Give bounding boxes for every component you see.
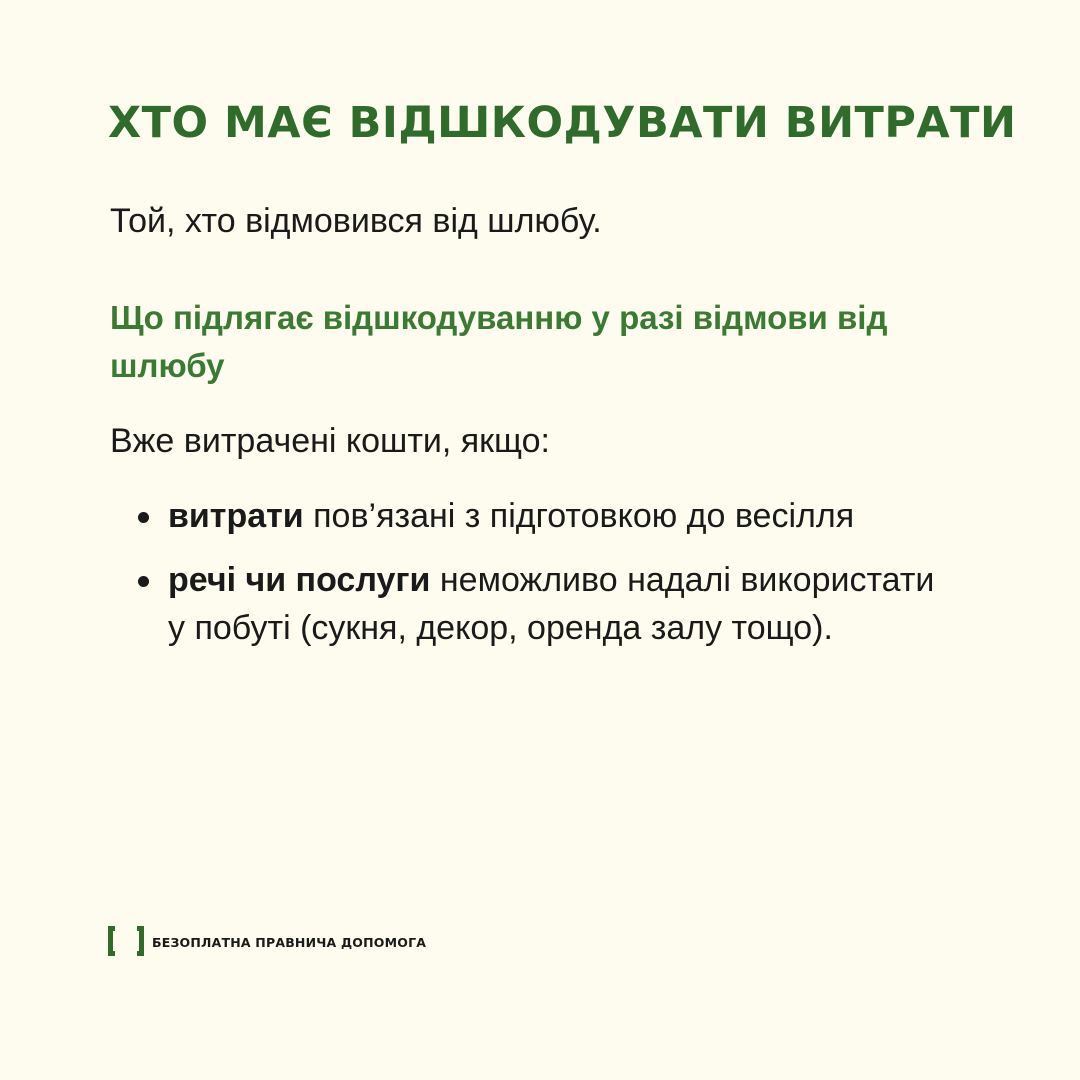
page-title: ХТО МАЄ ВІДШКОДУВАТИ ВИТРАТИ [108, 98, 1017, 148]
bullet-dot-icon [138, 512, 149, 523]
footer-logo [108, 926, 426, 958]
left-bracket-icon [108, 926, 115, 956]
list-item-text: неможливо надалі використати у побуті (сукня, декор, оренда залу тощо). [168, 561, 935, 647]
organization-name: БЕЗОПЛАТНА ПРАВНИЧА ДОПОМОГА [152, 934, 427, 950]
answer-text: Той, хто відмовився від шлюбу. [110, 202, 602, 240]
intro-text: Вже витрачені кошти, якщо: [110, 422, 551, 460]
list-item-text: пов’язані з підготовкою до весілля [303, 497, 855, 535]
list-item [138, 492, 958, 540]
list-item [138, 556, 958, 652]
brackets-logo-icon [108, 926, 144, 958]
list-item-emphasis: витрати [168, 497, 304, 535]
section-subheading: Що підлягає відшкодуванню у разі відмови від шлюбу [110, 299, 888, 384]
right-bracket-icon [137, 926, 144, 956]
list-item-emphasis: речі чи послуги [168, 561, 431, 599]
bullet-dot-icon [138, 576, 149, 587]
conditions-list [138, 492, 958, 668]
